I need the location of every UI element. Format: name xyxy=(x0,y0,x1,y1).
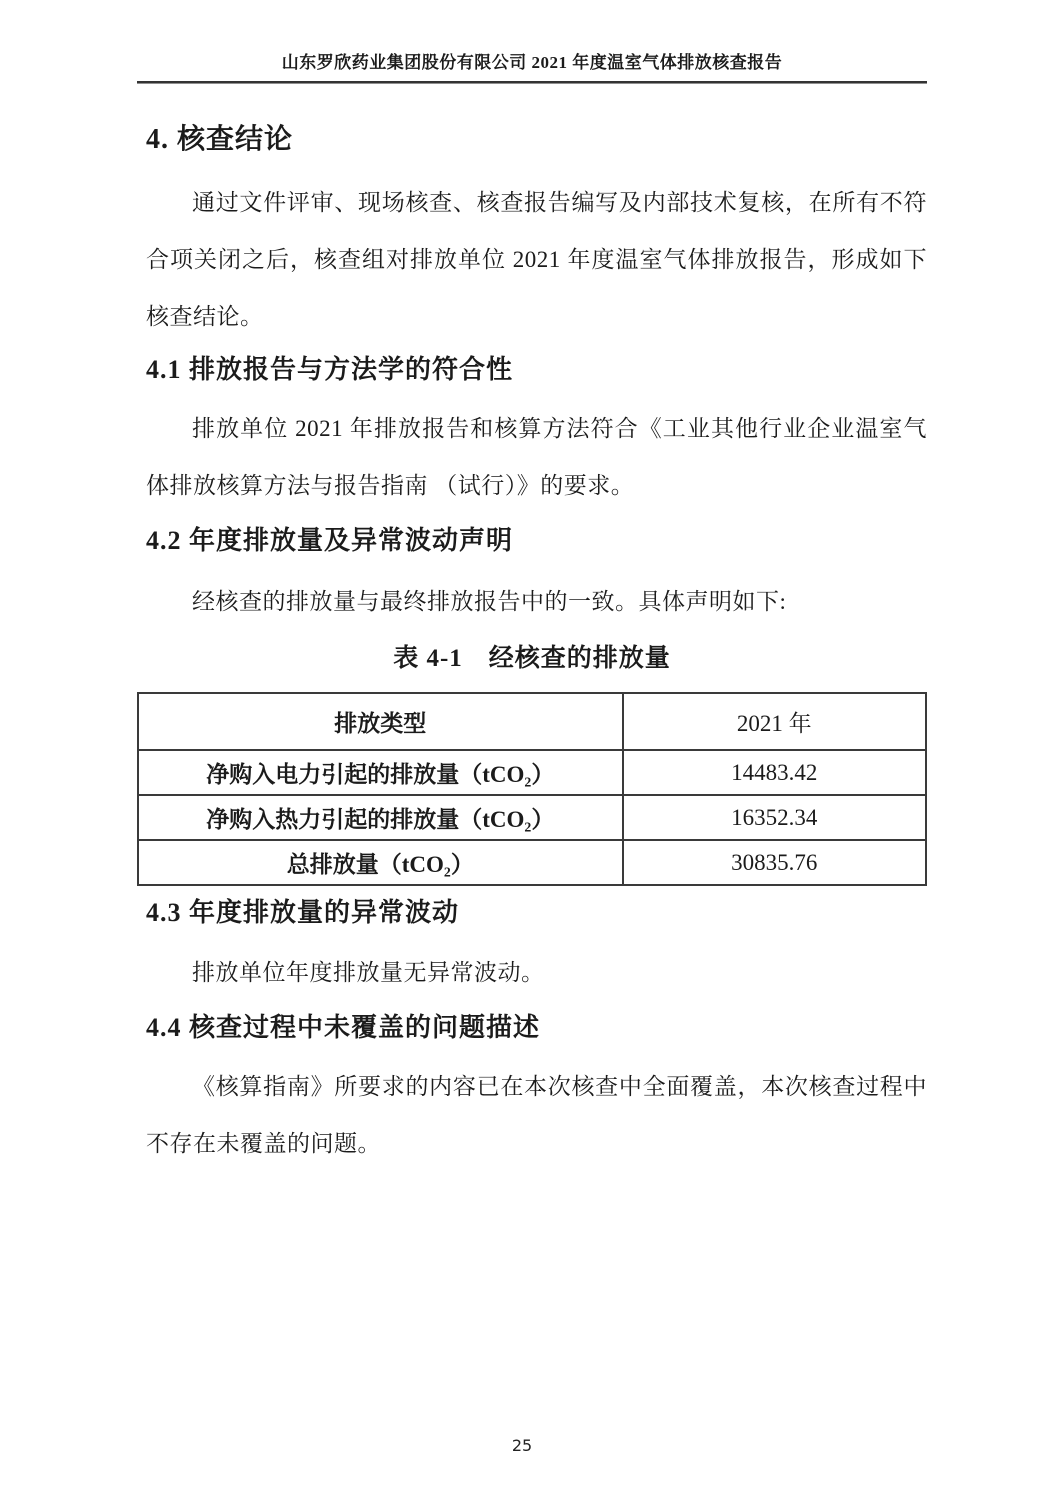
row-heat-value: 16352.34 xyxy=(623,795,926,840)
table-header-row xyxy=(138,693,926,750)
verified-emissions-table xyxy=(137,692,927,886)
table-row xyxy=(138,750,926,795)
running-header: 山东罗欣药业集团股份有限公司 2021 年度温室气体排放核查报告 xyxy=(281,53,783,72)
section-4-4-title: 4.4 核查过程中未覆盖的问题描述 xyxy=(146,1013,541,1042)
page-content xyxy=(137,0,927,1172)
section-4-2-paragraph: 经核查的排放量与最终排放报告中的一致。具体声明如下: xyxy=(192,589,787,614)
row-total-value: 30835.76 xyxy=(623,840,926,885)
table-row xyxy=(138,795,926,840)
section-4-1-paragraph: 排放单位 2021 年排放报告和核算方法符合《工业其他行业企业温室气体排放核算方法与报告指南 （试行）》的要求。 xyxy=(146,416,927,498)
row-heat-label: 净购入热力引起的排放量（tCO₂） xyxy=(138,795,623,840)
section-4-title: 4. 核查结论 xyxy=(146,124,294,155)
row-total-label: 总排放量（tCO₂） xyxy=(138,840,623,885)
table-row xyxy=(138,840,926,885)
table-header-emission-type: 排放类型 xyxy=(138,693,623,750)
section-4-4-paragraph: 《核算指南》所要求的内容已在本次核查中全面覆盖，本次核查过程中不存在未覆盖的问题。 xyxy=(146,1074,927,1156)
row-electricity-label: 净购入电力引起的排放量（tCO₂） xyxy=(138,750,623,795)
table-caption: 表 4-1 经核查的排放量 xyxy=(393,645,671,672)
section-4-1-title: 4.1 排放报告与方法学的符合性 xyxy=(146,355,514,384)
section-4-3-paragraph: 排放单位年度排放量无异常波动。 xyxy=(192,960,545,985)
section-4-2-title: 4.2 年度排放量及异常波动声明 xyxy=(146,526,514,555)
section-4-paragraph: 通过文件评审、现场核查、核查报告编写及内部技术复核，在所有不符合项关闭之后，核查组对排放单位 2021 年度温室气体排放报告，形成如下核查结论。 xyxy=(146,190,927,329)
table-header-year: 2021 年 xyxy=(623,693,926,750)
page-number: 25 xyxy=(511,1436,533,1455)
section-4-3-title: 4.3 年度排放量的异常波动 xyxy=(146,898,460,927)
header-divider xyxy=(137,81,927,84)
row-electricity-value: 14483.42 xyxy=(623,750,926,795)
